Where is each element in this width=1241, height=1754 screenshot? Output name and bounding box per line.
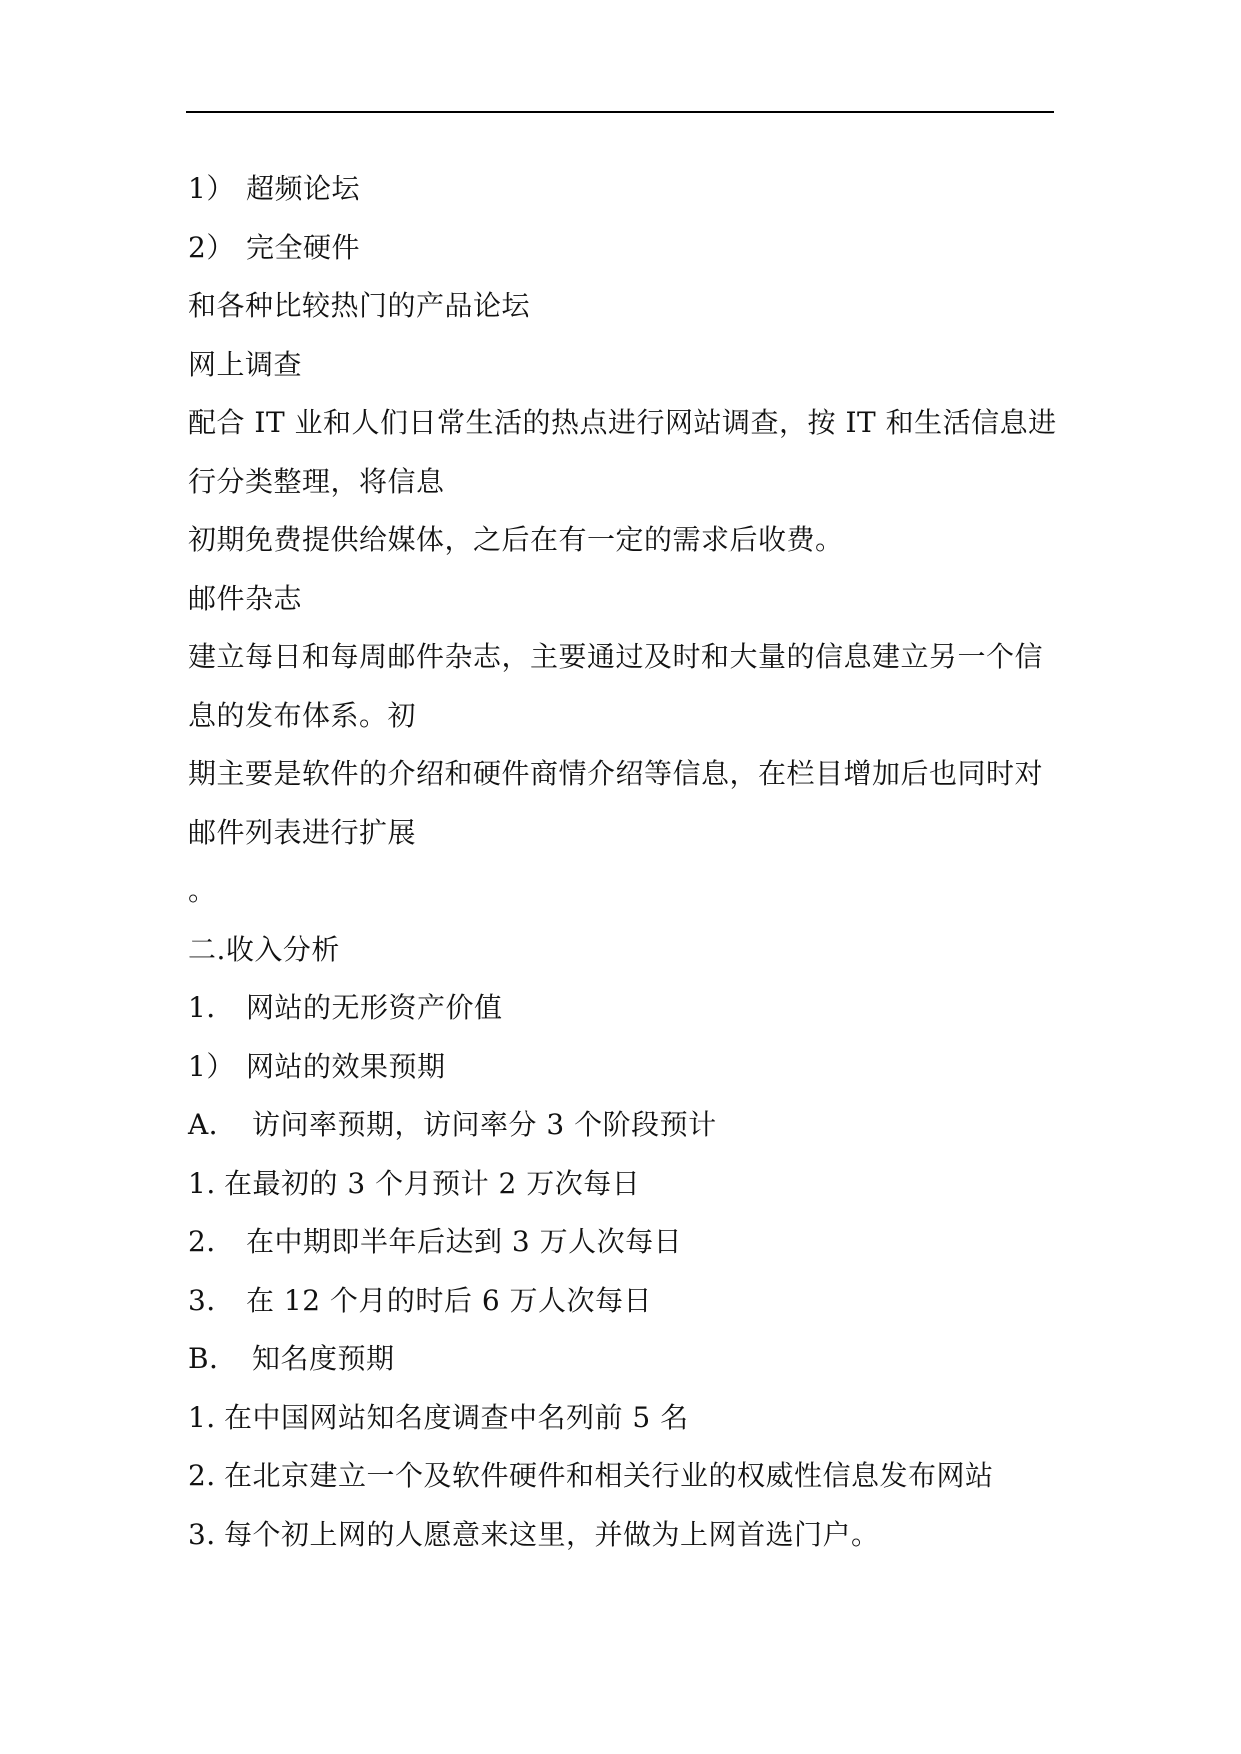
list-text: 知名度预期: [252, 1342, 395, 1375]
paragraph-text: 期主要是软件的介绍和硬件商情介绍等信息，在栏目增加后也同时对: [188, 757, 1044, 790]
paragraph-line: [188, 394, 1058, 453]
list-text: 每个初上网的人愿意来这里，并做为上网首选门户。: [224, 1517, 880, 1551]
list-item: [188, 1038, 1058, 1097]
list-marker: 2．: [188, 1459, 235, 1492]
heading-text: 网上调查: [188, 347, 303, 381]
list-marker: 2）: [188, 230, 235, 264]
list-text: 在最初的 3 个月预计 2 万次每日: [224, 1166, 641, 1200]
document-body: [188, 160, 1058, 1564]
list-item: [188, 1272, 1058, 1331]
list-item: [188, 1155, 1058, 1214]
list-text: 在北京建立一个及软件硬件和相关行业的权威性信息发布网站: [224, 1459, 994, 1492]
paragraph-text: 。: [188, 874, 217, 907]
paragraph-text: 和各种比较热门的产品论坛: [188, 289, 531, 322]
paragraph-line: [188, 745, 1058, 804]
paragraph-line: [188, 628, 1058, 687]
section-heading: [188, 921, 1058, 980]
paragraph-line: [188, 687, 1058, 746]
list-marker: 2．: [188, 1225, 235, 1258]
list-marker: 1）: [188, 1049, 235, 1083]
list-marker: 1）: [188, 172, 235, 205]
heading-text: 邮件杂志: [188, 581, 303, 615]
list-text: 网站的无形资产价值: [246, 991, 503, 1024]
paragraph-line: [188, 511, 1058, 570]
list-item: [188, 219, 1058, 278]
list-item: [188, 1506, 1058, 1565]
heading-text: 二.收入分析: [188, 932, 340, 966]
list-marker: 3．: [188, 1517, 235, 1551]
list-text: 完全硬件: [246, 230, 361, 264]
section-heading: [188, 336, 1058, 395]
list-text: 在 12 个月的时后 6 万人次每日: [246, 1283, 653, 1317]
list-item: [188, 979, 1058, 1038]
list-item: [188, 1389, 1058, 1448]
list-item: [188, 160, 1058, 219]
list-item: [188, 1330, 1058, 1389]
paragraph-text: 初期免费提供给媒体，之后在有一定的需求后收费。: [188, 523, 844, 556]
list-marker: B．: [188, 1342, 238, 1375]
paragraph-text: 邮件列表进行扩展: [188, 815, 417, 849]
list-marker: A．: [188, 1108, 238, 1141]
paragraph-text: 息的发布体系。初: [188, 698, 417, 732]
section-heading: [188, 570, 1058, 629]
paragraph-text: 行分类整理，将信息: [188, 464, 445, 498]
paragraph-line: [188, 277, 1058, 336]
list-item: [188, 1096, 1058, 1155]
list-marker: 1．: [188, 1400, 235, 1434]
header-rule: [186, 111, 1054, 113]
list-marker: 1.: [188, 1166, 216, 1200]
list-item: [188, 1213, 1058, 1272]
paragraph-line: [188, 862, 1058, 921]
list-item: [188, 1447, 1058, 1506]
paragraph-text: 建立每日和每周邮件杂志，主要通过及时和大量的信息建立另一个信: [188, 640, 1044, 673]
list-marker: 3．: [188, 1283, 235, 1317]
paragraph-line: [188, 804, 1058, 863]
list-text: 在中期即半年后达到 3 万人次每日: [246, 1225, 683, 1258]
list-text: 超频论坛: [246, 172, 361, 205]
paragraph-text: 配合 IT 业和人们日常生活的热点进行网站调查，按 IT 和生活信息进: [188, 406, 1057, 439]
paragraph-line: [188, 453, 1058, 512]
list-text: 在中国网站知名度调查中名列前 5 名: [224, 1400, 689, 1434]
list-text: 网站的效果预期: [246, 1049, 446, 1083]
list-text: 访问率预期，访问率分 3 个阶段预计: [252, 1108, 717, 1141]
list-marker: 1．: [188, 991, 235, 1024]
